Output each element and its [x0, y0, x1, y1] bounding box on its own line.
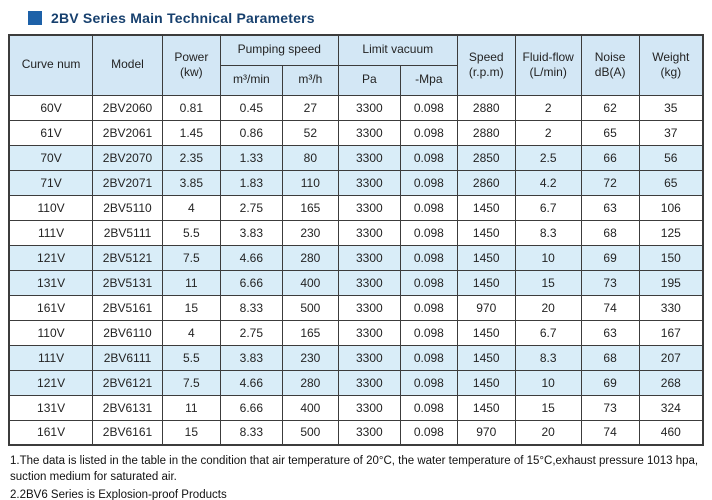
table-cell: 125 — [639, 220, 703, 245]
table-cell: 0.098 — [400, 420, 457, 445]
table-cell: 2.75 — [220, 320, 282, 345]
table-cell: 0.098 — [400, 120, 457, 145]
table-cell: 2BV6161 — [93, 420, 163, 445]
table-cell: 70V — [9, 145, 93, 170]
table-cell: 73 — [581, 270, 639, 295]
table-cell: 1.45 — [162, 120, 220, 145]
table-cell: 970 — [457, 420, 515, 445]
table-cell: 74 — [581, 420, 639, 445]
table-cell: 195 — [639, 270, 703, 295]
table-cell: 61V — [9, 120, 93, 145]
table-cell: 4.2 — [515, 170, 581, 195]
col-header-weight-line2: (kg) — [660, 65, 682, 80]
table-cell: 121V — [9, 245, 93, 270]
table-cell: 3300 — [338, 370, 400, 395]
table-cell: 0.81 — [162, 95, 220, 120]
table-cell: 3300 — [338, 170, 400, 195]
table-cell: 2 — [515, 120, 581, 145]
col-header-speed-line1: Speed — [468, 49, 504, 64]
table-cell: 165 — [282, 320, 338, 345]
table-cell: 330 — [639, 295, 703, 320]
col-header-noise — [581, 35, 639, 95]
table-cell: 6.66 — [220, 395, 282, 420]
table-cell: 0.098 — [400, 320, 457, 345]
table-cell: 324 — [639, 395, 703, 420]
table-cell: 2.75 — [220, 195, 282, 220]
table-cell: 5.5 — [162, 345, 220, 370]
table-cell: 2880 — [457, 120, 515, 145]
table-cell: 0.86 — [220, 120, 282, 145]
col-header-limit-vacuum: Limit vacuum — [338, 35, 457, 65]
table-cell: 3300 — [338, 145, 400, 170]
table-cell: 2850 — [457, 145, 515, 170]
table-cell: 27 — [282, 95, 338, 120]
table-cell: 110V — [9, 195, 93, 220]
table-header — [9, 35, 703, 95]
table-cell: 3300 — [338, 220, 400, 245]
table-cell: 400 — [282, 395, 338, 420]
table-cell: 6.66 — [220, 270, 282, 295]
table-cell: 6.7 — [515, 320, 581, 345]
col-header-fluid-flow-line2: (L/min) — [529, 65, 567, 80]
table-cell: 0.098 — [400, 245, 457, 270]
table-cell: 1.33 — [220, 145, 282, 170]
table-cell: 15 — [162, 295, 220, 320]
table-cell: 2BV6110 — [93, 320, 163, 345]
col-header-m3h: m³/h — [282, 65, 338, 95]
table-cell: 7.5 — [162, 245, 220, 270]
table-row — [9, 295, 703, 320]
table-cell: 8.3 — [515, 220, 581, 245]
table-cell: 2BV2071 — [93, 170, 163, 195]
table-cell: 7.5 — [162, 370, 220, 395]
col-header-pumping-speed: Pumping speed — [220, 35, 338, 65]
table-cell: 4.66 — [220, 245, 282, 270]
table-row — [9, 270, 703, 295]
table-cell: 11 — [162, 395, 220, 420]
table-cell: 207 — [639, 345, 703, 370]
table-cell: 2 — [515, 95, 581, 120]
table-cell: 73 — [581, 395, 639, 420]
table-cell: 2BV6111 — [93, 345, 163, 370]
table-cell: 0.098 — [400, 370, 457, 395]
table-cell: 8.33 — [220, 295, 282, 320]
note-2: 2.2BV6 Series is Explosion-proof Products — [10, 489, 227, 500]
col-header-pa: Pa — [338, 65, 400, 95]
table-cell: 2BV5161 — [93, 295, 163, 320]
table-cell: 56 — [639, 145, 703, 170]
table-row — [9, 395, 703, 420]
table-cell: 460 — [639, 420, 703, 445]
table-cell: 4 — [162, 195, 220, 220]
table-cell: 268 — [639, 370, 703, 395]
table-cell: 1450 — [457, 270, 515, 295]
table-cell: 4 — [162, 320, 220, 345]
table-cell: 3300 — [338, 95, 400, 120]
col-header-power-line2: (kw) — [179, 65, 203, 80]
table-cell: 69 — [581, 245, 639, 270]
table-cell: 10 — [515, 370, 581, 395]
table-cell: 2BV2061 — [93, 120, 163, 145]
table-cell: 500 — [282, 295, 338, 320]
table-cell: 161V — [9, 295, 93, 320]
table-cell: 2BV5121 — [93, 245, 163, 270]
table-cell: 8.33 — [220, 420, 282, 445]
table-row — [9, 145, 703, 170]
title-bullet-icon — [28, 11, 42, 25]
table-cell: 1450 — [457, 345, 515, 370]
table-cell: 1450 — [457, 370, 515, 395]
table-cell: 15 — [162, 420, 220, 445]
table-cell: 0.098 — [400, 395, 457, 420]
table-cell: 2BV2070 — [93, 145, 163, 170]
footnotes — [10, 454, 704, 500]
table-cell: 280 — [282, 370, 338, 395]
table-cell: 167 — [639, 320, 703, 345]
table-cell: 5.5 — [162, 220, 220, 245]
table-cell: 0.098 — [400, 345, 457, 370]
table-cell: 69 — [581, 370, 639, 395]
table-cell: 20 — [515, 295, 581, 320]
table-cell: 1.83 — [220, 170, 282, 195]
table-cell: 11 — [162, 270, 220, 295]
page-title: 2BV Series Main Technical Parameters — [51, 10, 315, 26]
page-title-row — [28, 9, 704, 27]
col-header-mpa: -Mpa — [400, 65, 457, 95]
table-cell: 280 — [282, 245, 338, 270]
table-cell: 68 — [581, 345, 639, 370]
table-cell: 8.3 — [515, 345, 581, 370]
table-cell: 52 — [282, 120, 338, 145]
table-cell: 3.83 — [220, 220, 282, 245]
table-cell: 3300 — [338, 345, 400, 370]
table-cell: 80 — [282, 145, 338, 170]
table-cell: 68 — [581, 220, 639, 245]
col-header-m3min: m³/min — [220, 65, 282, 95]
table-cell: 2BV5110 — [93, 195, 163, 220]
table-cell: 72 — [581, 170, 639, 195]
table-cell: 161V — [9, 420, 93, 445]
table-cell: 3300 — [338, 420, 400, 445]
table-cell: 3.85 — [162, 170, 220, 195]
table-cell: 2BV6121 — [93, 370, 163, 395]
table-cell: 66 — [581, 145, 639, 170]
col-header-noise-line1: Noise — [594, 49, 626, 64]
col-header-weight — [639, 35, 703, 95]
table-cell: 2BV2060 — [93, 95, 163, 120]
table-cell: 1450 — [457, 220, 515, 245]
table-cell: 2880 — [457, 95, 515, 120]
table-cell: 0.098 — [400, 170, 457, 195]
table-cell: 110V — [9, 320, 93, 345]
table-cell: 63 — [581, 320, 639, 345]
col-header-speed — [457, 35, 515, 95]
col-header-noise-line2: dB(A) — [594, 65, 626, 80]
table-cell: 3300 — [338, 295, 400, 320]
table-cell: 1450 — [457, 395, 515, 420]
col-header-power — [162, 35, 220, 95]
table-cell: 65 — [639, 170, 703, 195]
col-header-weight-line1: Weight — [652, 49, 690, 64]
table-cell: 15 — [515, 395, 581, 420]
table-row — [9, 120, 703, 145]
table-row — [9, 195, 703, 220]
col-header-curve-num: Curve num — [9, 35, 93, 95]
table-cell: 2BV5111 — [93, 220, 163, 245]
table-cell: 121V — [9, 370, 93, 395]
table-cell: 6.7 — [515, 195, 581, 220]
col-header-fluid-flow — [515, 35, 581, 95]
table-cell: 4.66 — [220, 370, 282, 395]
table-cell: 111V — [9, 220, 93, 245]
parameters-table — [8, 34, 704, 446]
table-cell: 165 — [282, 195, 338, 220]
table-cell: 1450 — [457, 245, 515, 270]
table-cell: 230 — [282, 220, 338, 245]
table-cell: 110 — [282, 170, 338, 195]
table-cell: 15 — [515, 270, 581, 295]
col-header-fluid-flow-line1: Fluid-flow — [522, 49, 574, 64]
table-cell: 2.5 — [515, 145, 581, 170]
note-1: 1.The data is listed in the table in the condition that air temperature of 20°C, the water temperature of 15°C,exhaust pressure 1013 hpa, suction medium for saturated air. — [10, 455, 699, 483]
col-header-model: Model — [93, 35, 163, 95]
table-cell: 0.098 — [400, 295, 457, 320]
table-row — [9, 95, 703, 120]
table-row — [9, 220, 703, 245]
table-cell: 1450 — [457, 320, 515, 345]
table-cell: 2.35 — [162, 145, 220, 170]
table-cell: 500 — [282, 420, 338, 445]
table-cell: 111V — [9, 345, 93, 370]
table-cell: 1450 — [457, 195, 515, 220]
table-cell: 131V — [9, 395, 93, 420]
table-cell: 62 — [581, 95, 639, 120]
table-row — [9, 170, 703, 195]
table-cell: 0.098 — [400, 95, 457, 120]
table-row — [9, 345, 703, 370]
table-cell: 0.098 — [400, 270, 457, 295]
table-row — [9, 245, 703, 270]
table-cell: 3300 — [338, 120, 400, 145]
table-cell: 63 — [581, 195, 639, 220]
table-cell: 0.098 — [400, 195, 457, 220]
table-cell: 3.83 — [220, 345, 282, 370]
table-cell: 0.098 — [400, 145, 457, 170]
table-row — [9, 320, 703, 345]
table-cell: 150 — [639, 245, 703, 270]
table-cell: 20 — [515, 420, 581, 445]
table-cell: 2BV5131 — [93, 270, 163, 295]
table-cell: 37 — [639, 120, 703, 145]
table-cell: 970 — [457, 295, 515, 320]
table-cell: 2BV6131 — [93, 395, 163, 420]
header-row-top — [9, 35, 703, 65]
table-cell: 60V — [9, 95, 93, 120]
table-row — [9, 420, 703, 445]
col-header-power-line1: Power — [174, 49, 209, 64]
table-cell: 0.098 — [400, 220, 457, 245]
table-cell: 3300 — [338, 270, 400, 295]
table-cell: 71V — [9, 170, 93, 195]
col-header-speed-line2: (r.p.m) — [468, 65, 504, 80]
table-cell: 131V — [9, 270, 93, 295]
table-cell: 3300 — [338, 195, 400, 220]
table-cell: 35 — [639, 95, 703, 120]
table-cell: 230 — [282, 345, 338, 370]
table-body — [9, 95, 703, 445]
table-cell: 10 — [515, 245, 581, 270]
table-cell: 106 — [639, 195, 703, 220]
table-cell: 3300 — [338, 320, 400, 345]
table-cell: 3300 — [338, 395, 400, 420]
table-row — [9, 370, 703, 395]
table-cell: 74 — [581, 295, 639, 320]
table-cell: 65 — [581, 120, 639, 145]
table-cell: 2860 — [457, 170, 515, 195]
table-cell: 400 — [282, 270, 338, 295]
table-cell: 0.45 — [220, 95, 282, 120]
table-cell: 3300 — [338, 245, 400, 270]
